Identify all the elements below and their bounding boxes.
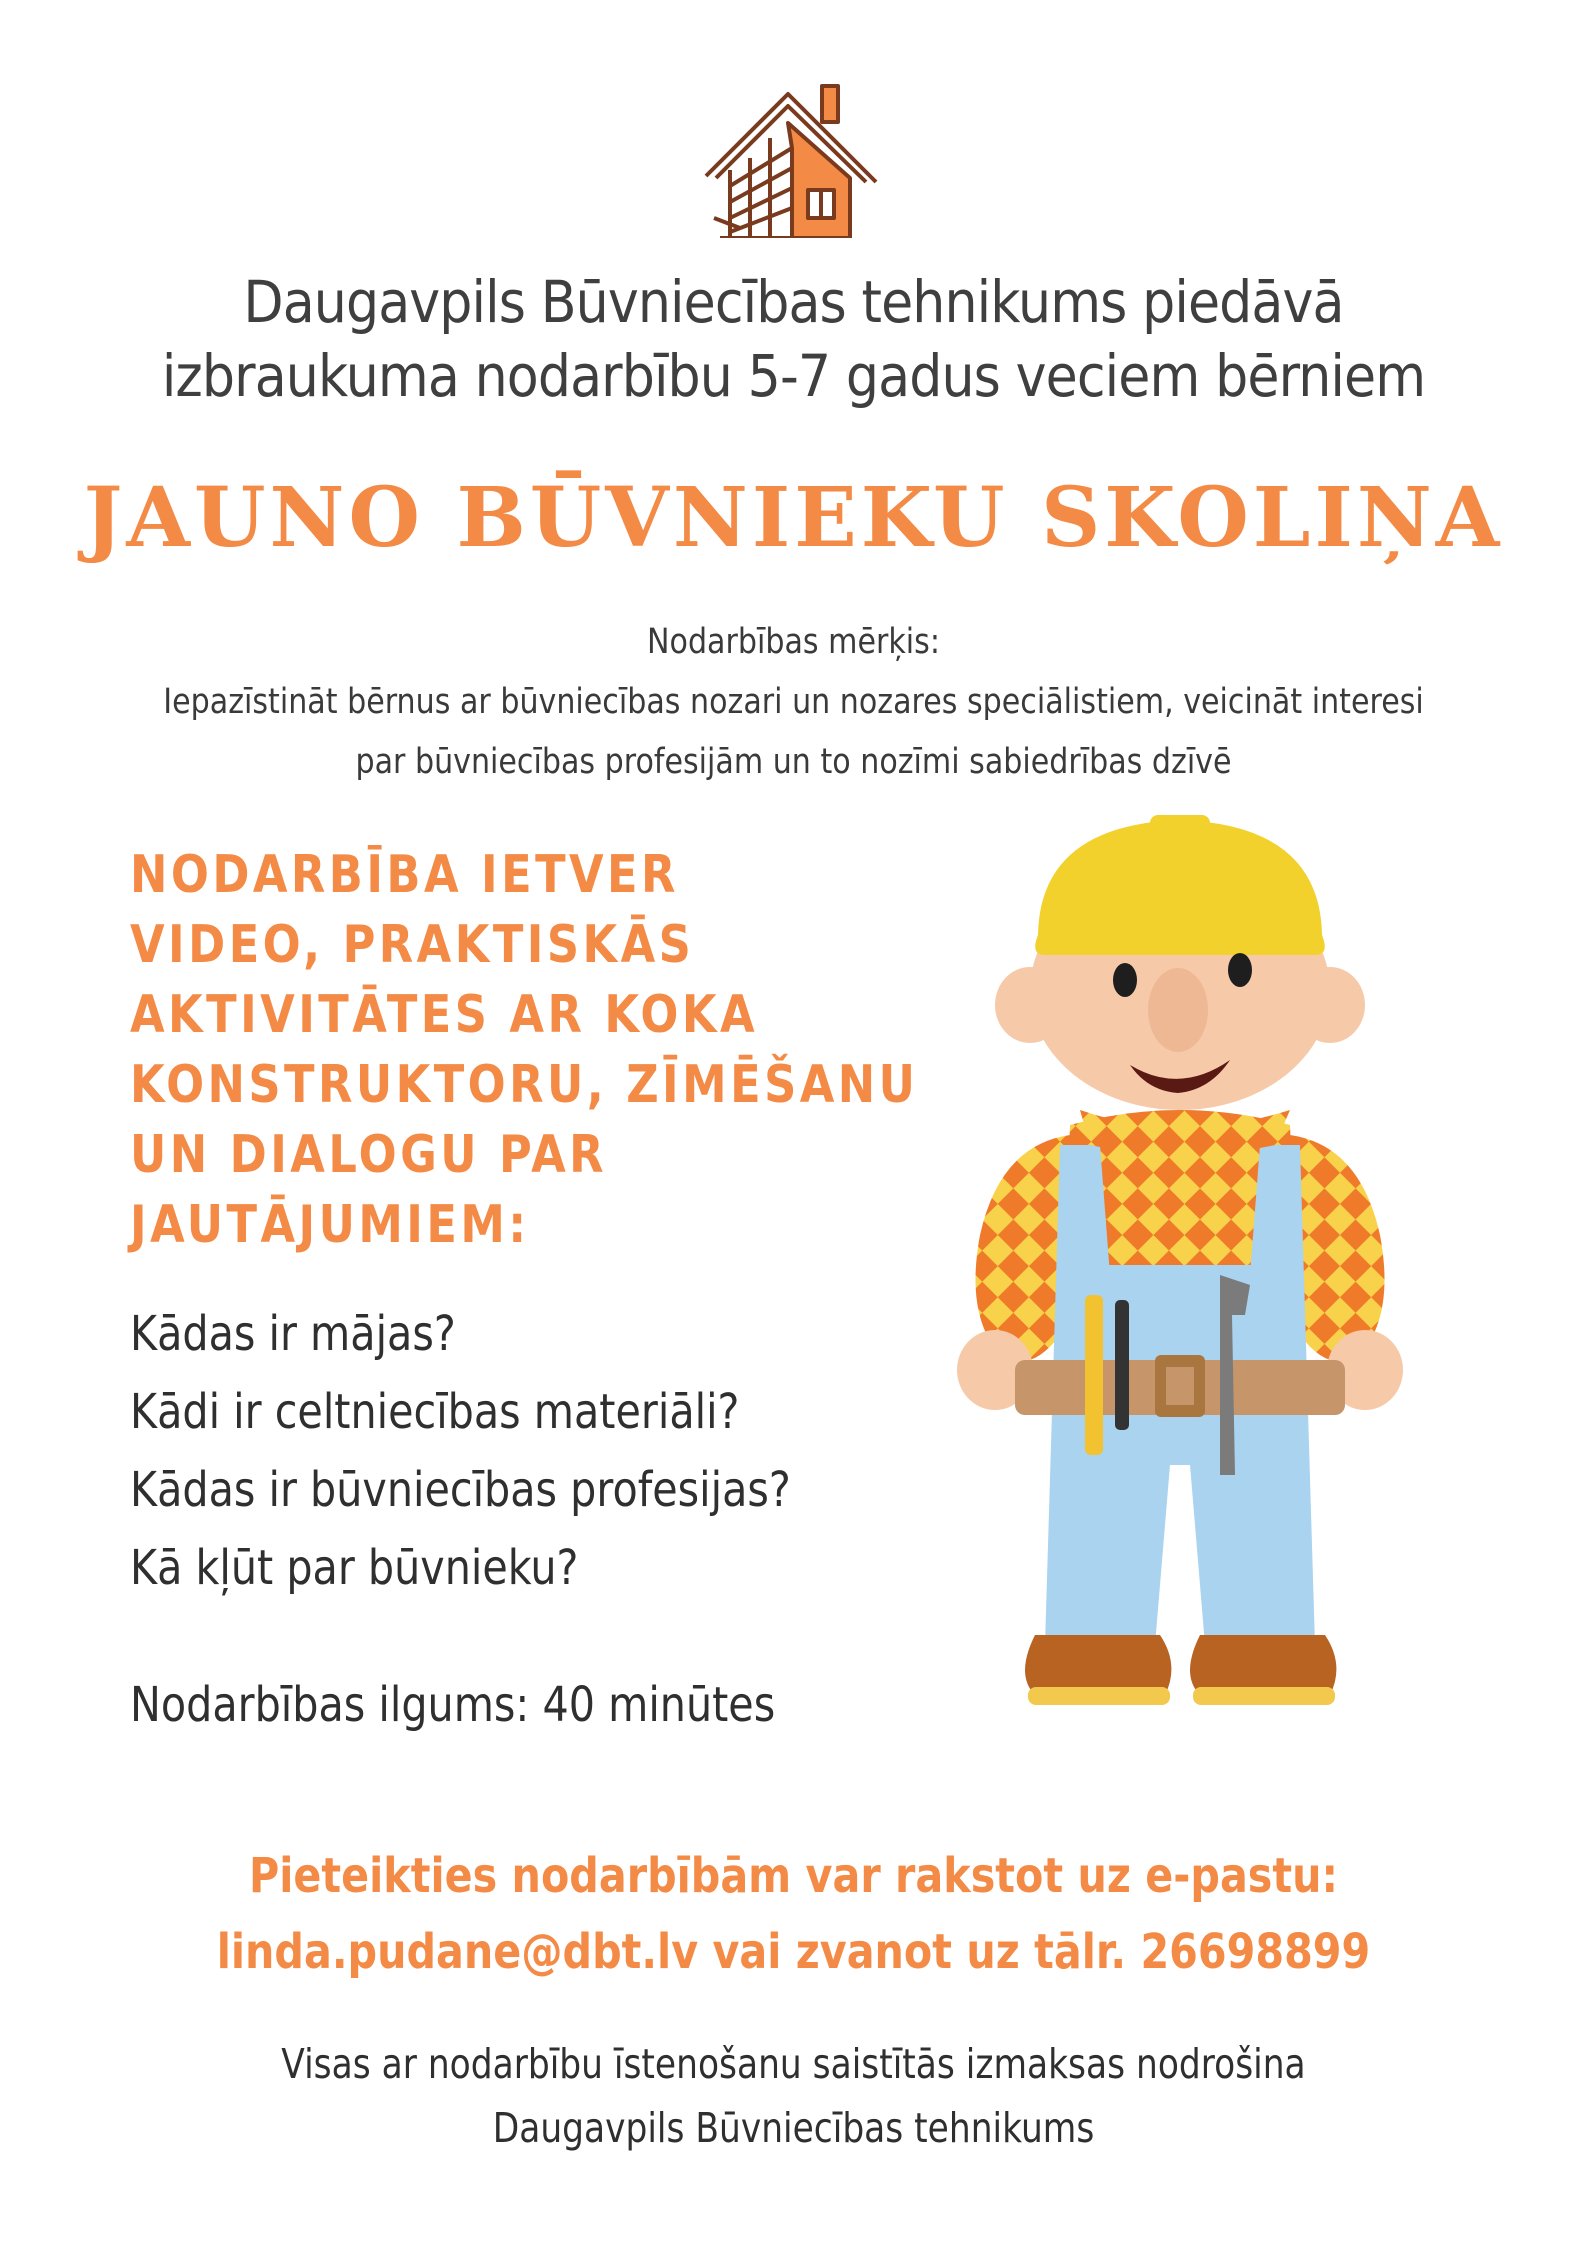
question-item: Kā kļūt par būvnieku? <box>130 1540 579 1596</box>
contact-line-2: linda.pudane@dbt.lv vai zvanot uz tālr. 26698899 <box>216 1924 1371 1980</box>
contact-line-1: Pieteikties nodarbībām var rakstot uz e-pastu: <box>248 1848 1339 1904</box>
activity-description <box>130 840 919 1260</box>
duration-text: Nodarbības ilgums: 40 minūtes <box>130 1677 776 1733</box>
goal-section <box>163 612 1425 792</box>
contact-section <box>111 1838 1476 1990</box>
footer-line-1: Visas ar nodarbību īstenošanu saistītās izmaksas nodrošina <box>281 2040 1306 2088</box>
footer-line-2: Daugavpils Būvniecības tehnikums <box>492 2104 1095 2152</box>
goal-line-2: par būvniecības profesijām un to nozīmi sabiedrības dzīvē <box>355 742 1232 782</box>
activity-line: UN DIALOGU PAR <box>130 1125 608 1185</box>
house-logo-icon <box>700 78 880 238</box>
intro-line-2: izbraukuma nodarbību 5-7 gadus veciem bērniem <box>161 342 1426 410</box>
footer-note <box>127 2032 1460 2160</box>
activity-line: AKTIVITĀTES AR KOKA <box>130 985 759 1045</box>
activity-line: VIDEO, PRAKTISKĀS <box>130 915 695 975</box>
question-item: Kādas ir mājas? <box>130 1306 456 1362</box>
intro-text <box>79 265 1507 413</box>
goal-label: Nodarbības mērķis: <box>647 622 940 662</box>
question-list <box>130 1295 791 1607</box>
intro-line-1: Daugavpils Būvniecības tehnikums piedāvā <box>243 268 1344 336</box>
activity-line: NODARBĪBA IETVER <box>130 845 679 905</box>
activity-line: KONSTRUKTORU, ZĪMĒŠANU <box>130 1055 919 1115</box>
construction-worker-illustration <box>920 815 1440 1765</box>
page-title: JAUNO BŪVNIEKU SKOLIŅA <box>83 470 1504 566</box>
question-item: Kādi ir celtniecības materiāli? <box>130 1384 740 1440</box>
activity-line: JAUTĀJUMIEM: <box>130 1195 530 1255</box>
question-item: Kādas ir būvniecības profesijas? <box>130 1462 791 1518</box>
goal-line-1: Iepazīstināt bērnus ar būvniecības nozari un nozares speciālistiem, veicināt interesi <box>163 682 1424 722</box>
